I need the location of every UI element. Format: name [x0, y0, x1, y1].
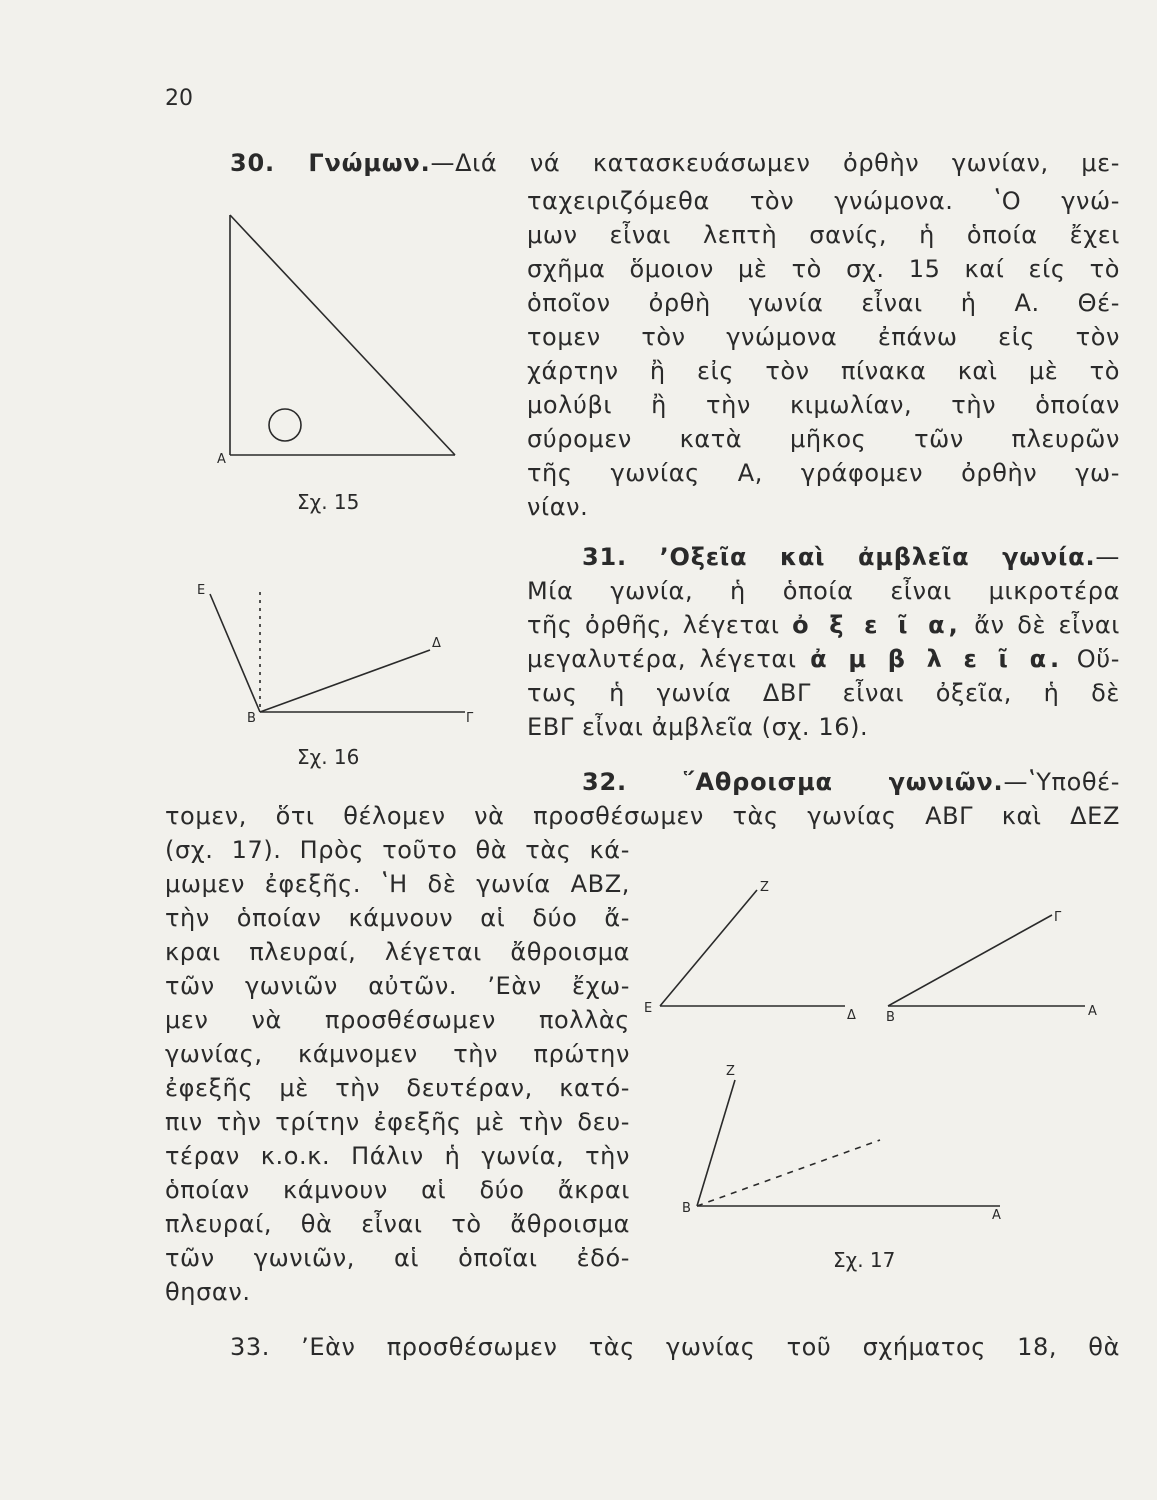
sec30-line: σχῆμα ὅμοιον μὲ τὸ σχ. 15 καί είς τὸ	[527, 255, 1120, 283]
sec31-line-1	[582, 540, 1120, 574]
fig17-ray-bg	[888, 915, 1052, 1006]
fig17-sum-dashed-ray	[697, 1140, 880, 1206]
fig17-label-b: Β	[886, 1010, 895, 1025]
sec32-line: ὁποίαν κάμνουν αἱ δύο ἄκραι	[165, 1176, 630, 1204]
term-amvleia: ἀ μ β λ ε ῖ α.	[810, 645, 1064, 673]
fig17-label-e: Ε	[644, 1001, 653, 1016]
figure-16	[195, 580, 485, 730]
sec30-line: νίαν.	[527, 493, 589, 521]
sec32-line: γωνίας, κάμνομεν τὴν πρώτην	[165, 1040, 630, 1068]
fig17-label-a: Α	[1088, 1004, 1097, 1019]
fig17-label-z: Ζ	[760, 880, 769, 895]
fig17-label-z-sum: Ζ	[726, 1064, 735, 1079]
sec30-line: τῆς γωνίας Α, γράφομεν ὀρθὴν γω-	[527, 459, 1120, 487]
figure-15	[215, 205, 465, 465]
sec32-line: τέραν κ.ο.κ. Πάλιν ἡ γωνία, τὴν	[165, 1142, 630, 1170]
fig16-label-b: Β	[247, 711, 256, 726]
term-oxeia: ὀ ξ ε ῖ α,	[792, 611, 962, 639]
sec32-line: τομεν, ὅτι θέλομεν νὰ προσθέσωμεν τὰς γωνίας ΑΒΓ καὶ ΔΕΖ	[165, 802, 1120, 830]
sec31-line: Μία γωνία, ἡ ὁποία εἶναι μικροτέρα	[527, 577, 1120, 605]
page-number: 20	[165, 86, 193, 111]
sec32-line: τὴν ὁποίαν κάμνουν αἱ δύο ἄ-	[165, 904, 630, 932]
sec31-line-4-a: μεγαλυτέρα, λέγεται	[527, 645, 797, 673]
sec32-line: τῶν γωνιῶν αὐτῶν. ʼΕὰν ἔχω-	[165, 972, 630, 1000]
fig15-hypotenuse	[230, 215, 455, 455]
sec32-line-1	[582, 765, 1120, 799]
sec30-line: ὁποῖον ὀρθὴ γωνία εἶναι ἡ Α. Θέ-	[527, 289, 1120, 317]
sec30-line: μολύβι ἢ τὴν κιμωλίαν, τὴν ὁποίαν	[527, 391, 1120, 419]
sec32-line: πιν τὴν τρίτην ἐφεξῆς μὲ τὴν δευ-	[165, 1108, 630, 1136]
fig16-label-d: Δ	[432, 636, 441, 651]
sec30-line: ταχειριζόμεθα τὸν γνώμονα. ʽΟ γνώ-	[527, 187, 1120, 215]
fig15-caption: Σχ. 15	[297, 490, 360, 514]
sec32-line: κραι πλευραί, λέγεται ἄθροισμα	[165, 938, 630, 966]
fig16-ray-bd	[260, 650, 430, 712]
sec30-line: τομεν τὸν γνώμονα ἐπάνω εἰς τὸν	[527, 323, 1120, 351]
sec31-line-3-a: τῆς ὀρθῆς, λέγεται	[527, 611, 780, 639]
sec30-line: χάρτην ἢ εἰς τὸν πίνακα καὶ μὲ τὸ	[527, 357, 1120, 385]
fig16-ray-be	[210, 594, 260, 712]
sec32-line: ἐφεξῆς μὲ τὴν δευτέραν, κατό-	[165, 1074, 630, 1102]
figure-17	[640, 875, 1110, 1225]
sec32-line: τῶν γωνιῶν, αἱ ὁποῖαι ἐδό-	[165, 1244, 630, 1272]
sec30-line-1	[230, 146, 1120, 180]
sec32-heading: 32. ῞Αθροισμα γωνιῶν.	[582, 768, 1004, 796]
sec31-line	[527, 608, 1120, 642]
sec32-line-1-rest: —ʽΥποθέ-	[1003, 768, 1120, 796]
fig17-label-a-sum: Α	[992, 1208, 1001, 1223]
sec32-line: πλευραί, θὰ εἶναι τὸ ἄθροισμα	[165, 1210, 630, 1238]
fig15-hole	[269, 409, 301, 441]
sec32-line: θησαν.	[165, 1278, 251, 1306]
fig17-ray-ez	[660, 890, 757, 1006]
sec31-line-4-b: Οὕ-	[1076, 645, 1121, 673]
fig16-label-e: Ε	[197, 583, 206, 598]
sec31-line	[527, 642, 1120, 676]
sec32-line: μωμεν ἐφεξῆς. ʽΗ δὲ γωνία ΑΒΖ,	[165, 870, 630, 898]
fig16-label-g: Γ	[466, 711, 474, 726]
fig17-label-d: Δ	[847, 1008, 856, 1023]
sec30-heading: 30. Γνώμων.	[230, 149, 431, 177]
sec31-line: ΕΒΓ εἶναι ἀμβλεῖα (σχ. 16).	[527, 713, 869, 741]
fig17-sum-ray-bz	[697, 1080, 735, 1206]
sec30-line: σύρομεν κατὰ μῆκος τῶν πλευρῶν	[527, 425, 1120, 453]
sec30-line: μων εἶναι λεπτὴ σανίς, ἡ ὁποία ἔχει	[527, 221, 1120, 249]
sec30-line-1-text: —Διά νά κατασκευάσωμεν ὀρθὴν γωνίαν, με-	[430, 149, 1121, 177]
sec31-line: τως ἡ γωνία ΔΒΓ εἶναι ὀξεῖα, ἡ δὲ	[527, 679, 1120, 707]
sec32-line: μεν νὰ προσθέσωμεν πολλὰς	[165, 1006, 630, 1034]
sec31-line-3-b: ἄν δὲ εἶναι	[974, 611, 1121, 639]
fig17-caption: Σχ. 17	[833, 1248, 896, 1272]
sec31-heading: 31. ʼΟξεῖα καὶ ἀμβλεῖα γωνία.	[582, 543, 1096, 571]
sec33-line: 33. ʼΕὰν προσθέσωμεν τὰς γωνίας τοῦ σχήματος 18, θὰ	[230, 1333, 1120, 1361]
fig15-label-a: Α	[217, 452, 226, 467]
fig16-caption: Σχ. 16	[297, 745, 360, 769]
fig17-label-b-sum: Β	[682, 1201, 691, 1216]
sec32-line: (σχ. 17). Πρὸς τοῦτο θὰ τὰς κά-	[165, 836, 630, 864]
fig17-label-g: Γ	[1054, 910, 1062, 925]
sec31-dash: —	[1095, 543, 1120, 571]
